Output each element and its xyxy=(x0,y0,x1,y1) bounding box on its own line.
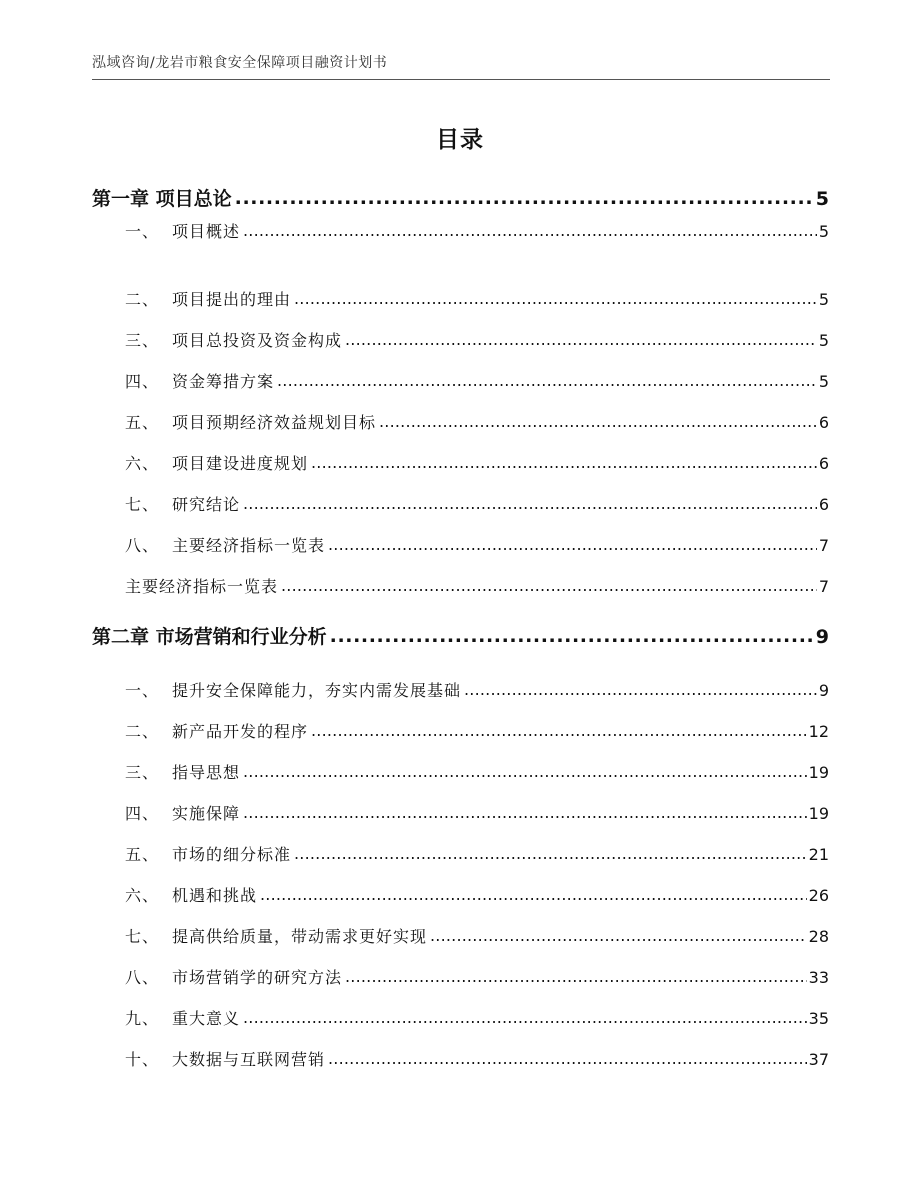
toc-entry-label: 指导思想 xyxy=(172,763,241,782)
toc-page-number: 5 xyxy=(815,188,829,210)
toc-page-number: 6 xyxy=(818,495,829,514)
toc-entry-number: 二、 xyxy=(125,290,160,309)
toc-page-number: 35 xyxy=(808,1009,829,1028)
toc-dot-leader xyxy=(243,221,817,240)
toc-entry[interactable] xyxy=(125,1047,829,1069)
toc-entry-number: 十、 xyxy=(125,1050,160,1069)
toc-entry-number: 七、 xyxy=(125,495,160,514)
toc-entry[interactable] xyxy=(125,219,829,241)
toc-entry-label: 主要经济指标一览表 xyxy=(172,536,326,555)
toc-entry-label: 主要经济指标一览表 xyxy=(125,577,279,596)
toc-entry-number: 三、 xyxy=(125,331,160,350)
toc-entry-number: 二、 xyxy=(125,722,160,741)
toc-dot-leader xyxy=(243,1008,807,1027)
toc-entry[interactable] xyxy=(125,924,829,946)
toc-dot-leader xyxy=(464,680,817,699)
toc-dot-leader xyxy=(345,330,817,349)
toc-entry-label: 市场营销学的研究方法 xyxy=(172,968,343,987)
toc-dot-leader xyxy=(243,494,817,513)
toc-entry-label: 项目预期经济效益规划目标 xyxy=(172,413,377,432)
toc-dot-leader xyxy=(243,803,807,822)
toc-entry-number: 八、 xyxy=(125,968,160,987)
toc-page-number: 6 xyxy=(818,454,829,473)
toc-entry-number: 六、 xyxy=(125,454,160,473)
toc-entry-label: 市场的细分标准 xyxy=(172,845,292,864)
running-header: 泓域咨询/龙岩市粮食安全保障项目融资计划书 xyxy=(92,55,388,71)
toc-entry-label: 新产品开发的程序 xyxy=(172,722,309,741)
toc-entry[interactable] xyxy=(125,965,829,987)
toc-title: 目录 xyxy=(436,127,484,153)
toc-chapter-label: 第二章 市场营销和行业分析 xyxy=(92,626,327,648)
toc-dot-leader xyxy=(330,625,814,647)
toc-page-number: 9 xyxy=(815,626,829,648)
toc-entry[interactable] xyxy=(125,287,829,309)
toc-entry-label: 实施保障 xyxy=(172,804,241,823)
toc-entry-label: 重大意义 xyxy=(172,1009,241,1028)
toc-dot-leader xyxy=(328,535,817,554)
toc-dot-leader xyxy=(328,1049,807,1068)
toc-entry-number: 四、 xyxy=(125,804,160,823)
toc-dot-leader xyxy=(277,371,817,390)
toc-dot-leader xyxy=(294,844,807,863)
toc-entry[interactable] xyxy=(125,369,829,391)
toc-entry-number: 四、 xyxy=(125,372,160,391)
toc-entry-label: 机遇和挑战 xyxy=(172,886,258,905)
toc-page-number: 21 xyxy=(808,845,829,864)
toc-entry-label: 资金筹措方案 xyxy=(172,372,275,391)
toc-entry-label: 提高供给质量，带动需求更好实现 xyxy=(172,927,428,946)
toc-entry[interactable] xyxy=(125,842,829,864)
toc-dot-leader xyxy=(311,721,807,740)
toc-entry[interactable] xyxy=(125,492,829,514)
toc-entry-label: 研究结论 xyxy=(172,495,241,514)
toc-page-number: 19 xyxy=(808,763,829,782)
toc-entry[interactable] xyxy=(125,801,829,823)
toc-page-number: 12 xyxy=(808,722,829,741)
toc-page-number: 5 xyxy=(818,290,829,309)
toc-page-number: 28 xyxy=(808,927,829,946)
toc-entry[interactable] xyxy=(125,760,829,782)
toc-entry-number: 一、 xyxy=(125,681,160,700)
toc-entry-table[interactable] xyxy=(125,574,829,596)
toc-dot-leader xyxy=(281,576,817,595)
toc-entry-label: 项目建设进度规划 xyxy=(172,454,309,473)
toc-entry-label: 项目总投资及资金构成 xyxy=(172,331,343,350)
toc-entry[interactable] xyxy=(125,678,829,700)
toc-page-number: 7 xyxy=(818,577,829,596)
toc-entry-number: 五、 xyxy=(125,845,160,864)
toc-page-number: 26 xyxy=(808,886,829,905)
toc-entry-number: 七、 xyxy=(125,927,160,946)
toc-entry[interactable] xyxy=(125,719,829,741)
toc-page-number: 19 xyxy=(808,804,829,823)
toc-entry-label: 项目概述 xyxy=(172,222,241,241)
toc-entry-number: 一、 xyxy=(125,222,160,241)
toc-entry-number: 五、 xyxy=(125,413,160,432)
toc-entry-label: 大数据与互联网营销 xyxy=(172,1050,326,1069)
toc-chapter-1[interactable] xyxy=(92,184,829,210)
toc-page-number: 33 xyxy=(808,968,829,987)
toc-dot-leader xyxy=(243,762,807,781)
toc-dot-leader xyxy=(260,885,807,904)
toc-chapter-label: 第一章 项目总论 xyxy=(92,188,232,210)
toc-entry-label: 提升安全保障能力，夯实内需发展基础 xyxy=(172,681,462,700)
toc-entry[interactable] xyxy=(125,533,829,555)
toc-entry[interactable] xyxy=(125,1006,829,1028)
toc-page-number: 5 xyxy=(818,372,829,391)
toc-page-number: 9 xyxy=(818,681,829,700)
toc-dot-leader xyxy=(294,289,817,308)
toc-dot-leader xyxy=(311,453,817,472)
toc-dot-leader xyxy=(430,926,807,945)
toc-chapter-2[interactable] xyxy=(92,622,829,648)
toc-page-number: 37 xyxy=(808,1050,829,1069)
toc-dot-leader xyxy=(235,187,814,209)
toc-entry[interactable] xyxy=(125,451,829,473)
toc-dot-leader xyxy=(345,967,807,986)
toc-entry[interactable] xyxy=(125,410,829,432)
toc-page-number: 5 xyxy=(818,331,829,350)
toc-entry-number: 三、 xyxy=(125,763,160,782)
toc-dot-leader xyxy=(379,412,817,431)
toc-entry-number: 六、 xyxy=(125,886,160,905)
toc-page-number: 6 xyxy=(818,413,829,432)
toc-entry-number: 九、 xyxy=(125,1009,160,1028)
toc-entry-label: 项目提出的理由 xyxy=(172,290,292,309)
toc-page-number: 7 xyxy=(818,536,829,555)
toc-entry-number: 八、 xyxy=(125,536,160,555)
toc-page-number: 5 xyxy=(818,222,829,241)
toc-entry[interactable] xyxy=(125,883,829,905)
toc-entry[interactable] xyxy=(125,328,829,350)
